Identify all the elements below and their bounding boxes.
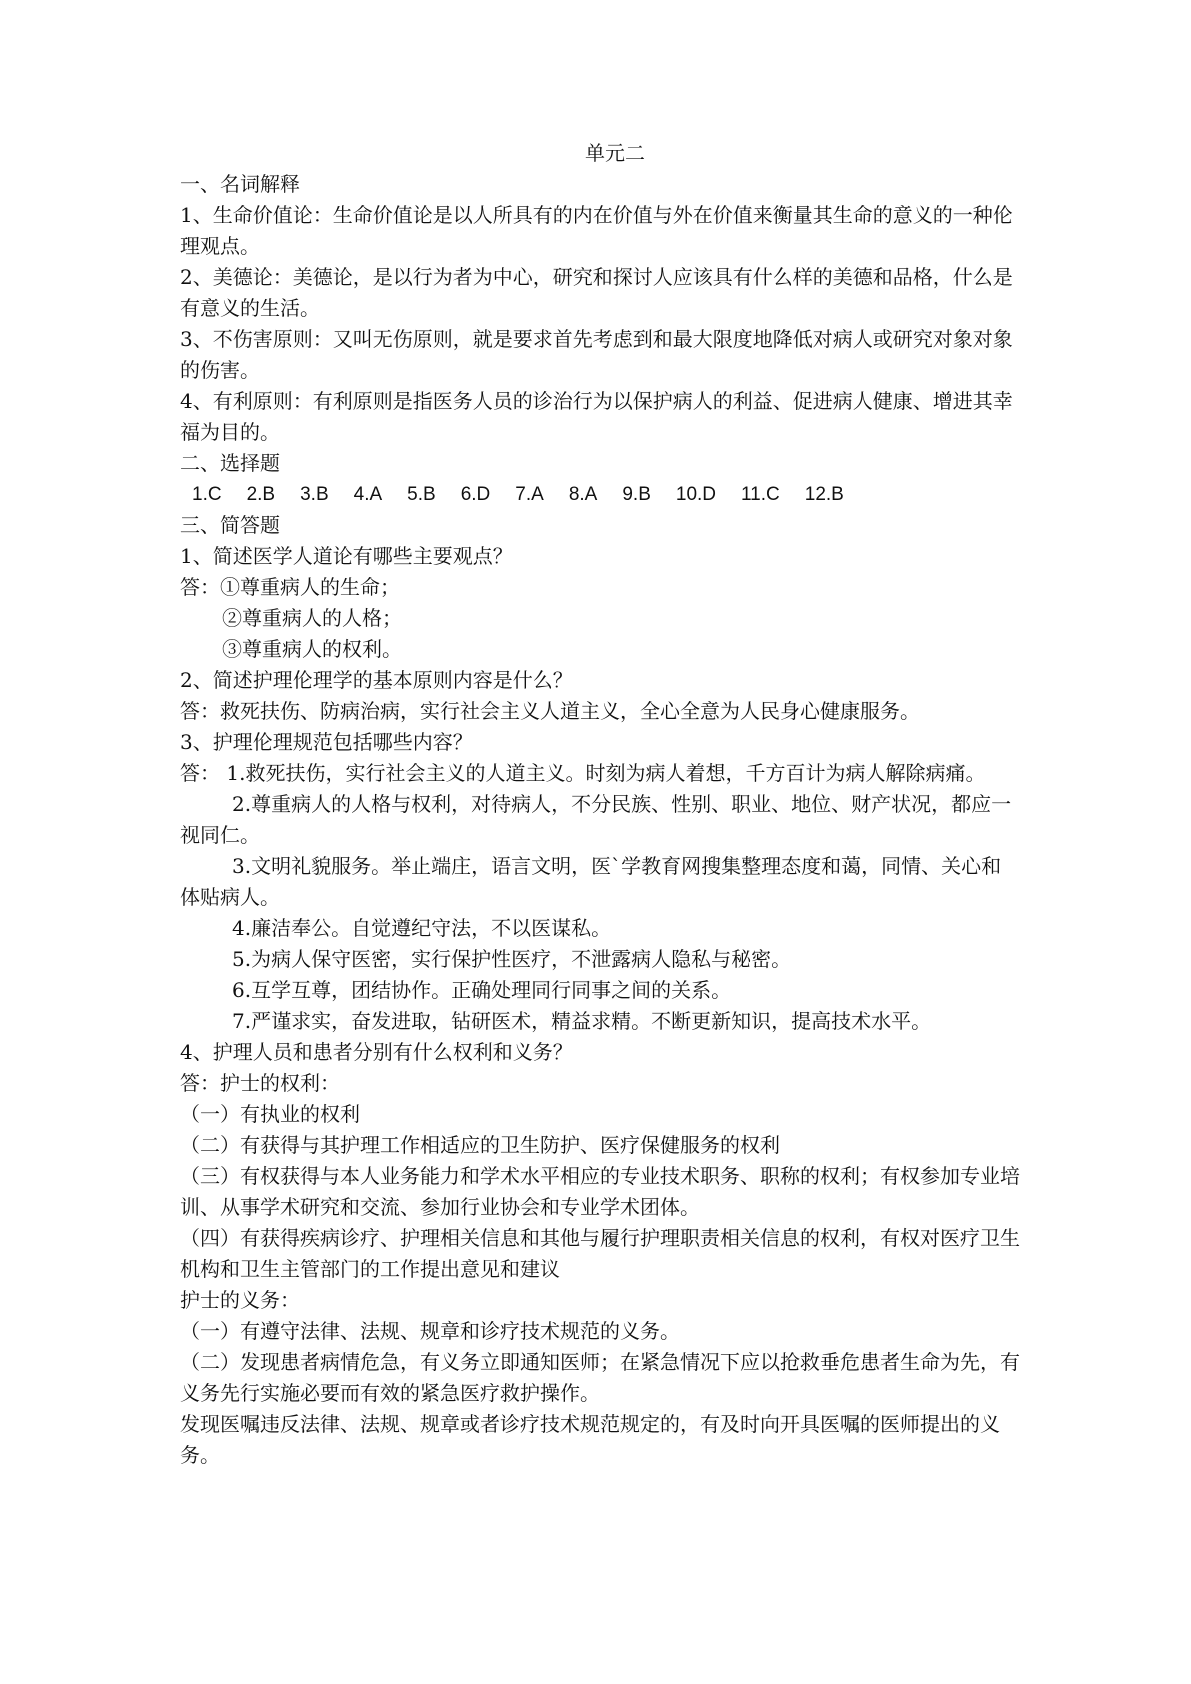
answer-9: 9.B [622, 484, 651, 505]
answer-12: 12.B [804, 484, 844, 505]
nurse-right-1: （一）有执业的权利 [180, 1102, 360, 1126]
question-3-answer-3: 3.文明礼貌服务。举止端庄，语言文明，医`学教育网搜集整理态度和蔼，同情、关心和体贴病人。 [180, 854, 1002, 909]
answer-6: 6.D [460, 484, 491, 505]
definition-3: 3、不伤害原则：又叫无伤原则，就是要求首先考虑到和最大限度地降低对病人或研究对象对象的伤害。 [180, 327, 1013, 382]
question-4: 4、护理人员和患者分别有什么权利和义务？ [180, 1040, 573, 1064]
answer-1: 1.C [192, 484, 222, 505]
section-heading-1: 一、名词解释 [180, 172, 300, 196]
question-3-answer-2: 2.尊重病人的人格与权利，对待病人，不分民族、性别、职业、地位、财产状况，都应一视同仁。 [180, 792, 1012, 847]
answer-4: 4.A [353, 484, 383, 505]
answer-8: 8.A [568, 484, 598, 505]
nurse-right-4: （四）有获得疾病诊疗、护理相关信息和其他与履行护理职责相关信息的权利，有权对医疗卫生机构和卫生主管部门的工作提出意见和建议 [180, 1226, 1020, 1281]
answer-10: 10.D [675, 484, 717, 505]
nurse-duty-3: 发现医嘱违反法律、法规、规章或者诊疗技术规范规定的，有及时向开具医嘱的医师提出的义务。 [180, 1412, 1000, 1467]
question-2: 2、简述护理伦理学的基本原则内容是什么？ [180, 668, 573, 692]
question-1: 1、简述医学人道论有哪些主要观点？ [180, 544, 513, 568]
answer-7: 7.A [515, 484, 544, 505]
question-1-answer-3: ③尊重病人的权利。 [222, 637, 402, 661]
question-3-answer-7: 7.严谨求实，奋发进取，钻研医术，精益求精。不断更新知识，提高技术水平。 [232, 1009, 932, 1033]
question-3: 3、护理伦理规范包括哪些内容？ [180, 730, 473, 754]
answer-2: 2.B [246, 484, 276, 505]
question-4-duties-heading: 护士的义务： [180, 1288, 300, 1312]
question-1-answer-2: ②尊重病人的人格； [222, 606, 402, 630]
nurse-duty-2: （二）发现患者病情危急，有义务立即通知医师；在紧急情况下应以抢救垂危患者生命为先，有义务先行实施必要而有效的紧急医疗救护操作。 [180, 1350, 1020, 1405]
definition-4: 4、有利原则：有利原则是指医务人员的诊治行为以保护病人的利益、促进病人健康、增进其幸福为目的。 [180, 389, 1013, 444]
definition-2: 2、美德论：美德论，是以行为者为中心，研究和探讨人应该具有什么样的美德和品格，什么是有意义的生活。 [180, 265, 1013, 320]
question-3-answer-1: 答： 1.救死扶伤，实行社会主义的人道主义。时刻为病人着想，千方百计为病人解除病痛。 [180, 761, 986, 785]
nurse-right-2: （二）有获得与其护理工作相适应的卫生防护、医疗保健服务的权利 [180, 1133, 780, 1157]
document-page [180, 138, 1020, 1471]
page-title: 单元二 [585, 141, 645, 165]
question-1-answer-1: 答：①尊重病人的生命； [180, 575, 400, 599]
question-3-answer-4: 4.廉洁奉公。自觉遵纪守法，不以医谋私。 [232, 916, 612, 940]
definition-1: 1、生命价值论：生命价值论是以人所具有的内在价值与外在价值来衡量其生命的意义的一种伦理观点。 [180, 203, 1013, 258]
section-heading-3: 三、简答题 [180, 513, 280, 537]
answer-3: 3.B [300, 484, 329, 505]
nurse-right-3: （三）有权获得与本人业务能力和学术水平相应的专业技术职务、职称的权利；有权参加专业培训、从事学术研究和交流、参加行业协会和专业学术团体。 [180, 1164, 1020, 1219]
answer-5: 5.B [407, 484, 436, 505]
answer-11: 11.C [741, 484, 780, 505]
question-3-answer-6: 6.互学互尊，团结协作。正确处理同行同事之间的关系。 [232, 978, 732, 1002]
question-2-answer: 答：救死扶伤、防病治病，实行社会主义人道主义，全心全意为人民身心健康服务。 [180, 699, 920, 723]
question-4-rights-heading: 答：护士的权利： [180, 1071, 340, 1095]
section-heading-2: 二、选择题 [180, 451, 280, 475]
question-3-answer-5: 5.为病人保守医密，实行保护性医疗，不泄露病人隐私与秘密。 [232, 947, 792, 971]
choice-answers [180, 479, 1020, 510]
nurse-duty-1: （一）有遵守法律、法规、规章和诊疗技术规范的义务。 [180, 1319, 680, 1343]
